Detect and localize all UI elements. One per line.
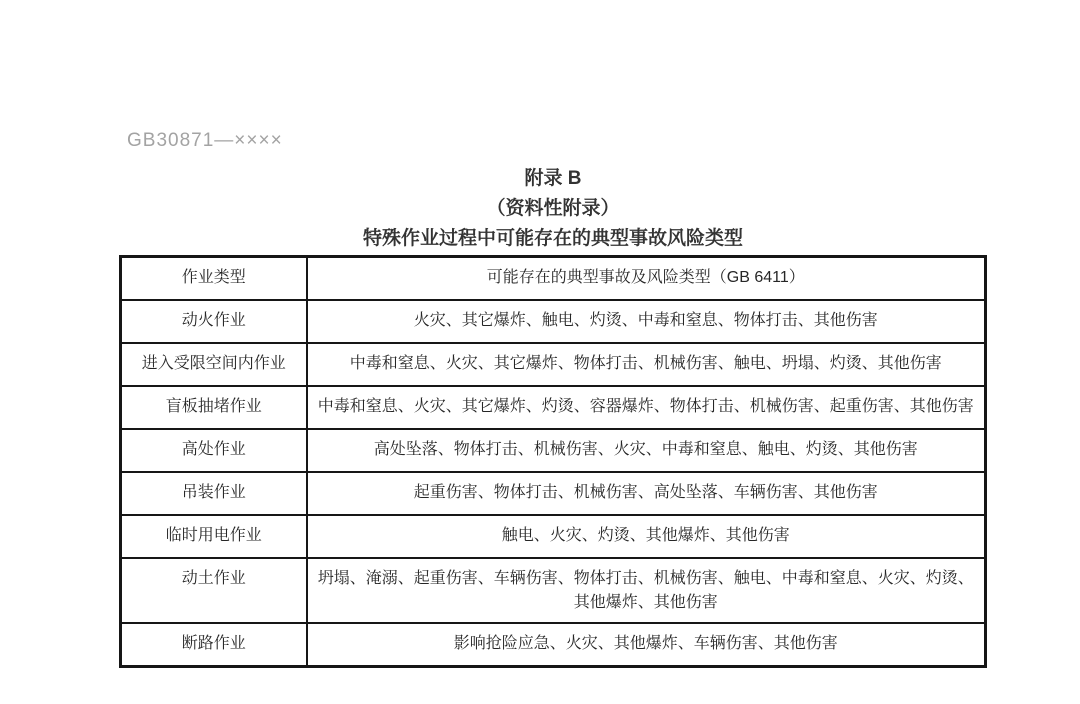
cell-risk-types: 触电、火灾、灼烫、其他爆炸、其他伤害	[307, 515, 986, 558]
cell-operation-type: 进入受限空间内作业	[121, 343, 307, 386]
cell-operation-type: 动火作业	[121, 300, 307, 343]
cell-risk-types: 影响抢险应急、火灾、其他爆炸、车辆伤害、其他伤害	[307, 623, 986, 666]
cell-operation-type: 高处作业	[121, 429, 307, 472]
cell-operation-type: 盲板抽堵作业	[121, 386, 307, 429]
risk-type-table	[119, 255, 987, 668]
appendix-label: 附录 B	[524, 168, 582, 189]
header-cell-risk-types: 可能存在的典型事故及风险类型（GB 6411）	[307, 257, 986, 300]
document-content	[119, 130, 987, 668]
table-row	[121, 558, 986, 624]
table-row	[121, 472, 986, 515]
table-header-row	[121, 257, 986, 300]
cell-operation-type: 吊装作业	[121, 472, 307, 515]
cell-risk-types: 中毒和窒息、火灾、其它爆炸、灼烫、容器爆炸、物体打击、机械伤害、起重伤害、其他伤害	[307, 386, 986, 429]
cell-risk-types: 中毒和窒息、火灾、其它爆炸、物体打击、机械伤害、触电、坍塌、灼烫、其他伤害	[307, 343, 986, 386]
cell-risk-types: 坍塌、淹溺、起重伤害、车辆伤害、物体打击、机械伤害、触电、中毒和窒息、火灾、灼烫、其他爆炸、其他伤害	[307, 558, 986, 624]
table-row	[121, 429, 986, 472]
cell-operation-type: 断路作业	[121, 623, 307, 666]
cell-risk-types: 高处坠落、物体打击、机械伤害、火灾、中毒和窒息、触电、灼烫、其他伤害	[307, 429, 986, 472]
cell-operation-type: 临时用电作业	[121, 515, 307, 558]
table-row	[121, 623, 986, 666]
appendix-subject: 特殊作业过程中可能存在的典型事故风险类型	[362, 228, 743, 249]
table-row	[121, 343, 986, 386]
cell-operation-type: 动土作业	[121, 558, 307, 624]
table-row	[121, 300, 986, 343]
cell-risk-types: 起重伤害、物体打击、机械伤害、高处坠落、车辆伤害、其他伤害	[307, 472, 986, 515]
cell-risk-types: 火灾、其它爆炸、触电、灼烫、中毒和窒息、物体打击、其他伤害	[307, 300, 986, 343]
table-row	[121, 386, 986, 429]
appendix-kind: （资料性附录）	[486, 198, 620, 219]
appendix-title-block	[119, 164, 987, 254]
table-row	[121, 515, 986, 558]
header-cell-operation-type: 作业类型	[121, 257, 307, 300]
table-body	[121, 257, 986, 667]
standard-number: GB30871—××××	[127, 130, 283, 151]
